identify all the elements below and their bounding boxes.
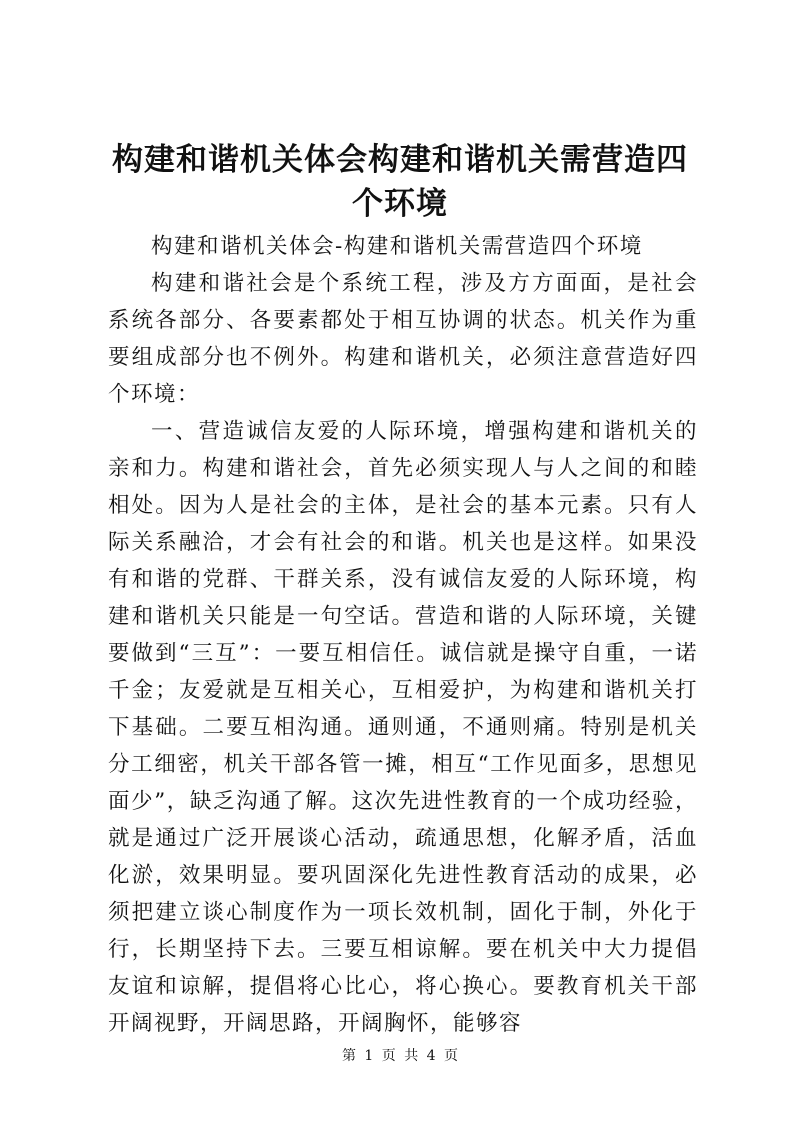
- intro-paragraph: 构建和谐社会是个系统工程，涉及方方面面，是社会系统各部分、各要素都处于相互协调的状态。机关作为重要组成部分也不例外。构建和谐机关，必须注意营造好四个环境：: [108, 271, 698, 407]
- document-body: [108, 228, 698, 1042]
- page-number-footer: 第 1 页 共 4 页: [341, 1048, 459, 1064]
- document-title: 构建和谐机关体会构建和谐机关需营造四个环境: [112, 142, 688, 222]
- subtitle-paragraph: 构建和谐机关体会-构建和谐机关需营造四个环境: [151, 234, 643, 259]
- section-one-paragraph: 一、营造诚信友爱的人际环境，增强构建和谐机关的亲和力。构建和谐社会，首先必须实现人与人之间的和睦相处。因为人是社会的主体，是社会的基本元素。只有人际关系融洽，才会有社会的和谐。机关也是这样。如果没有和谐的党群、干群关系，没有诚信友爱的人际环境，构建和谐机关只能是一句空话。营造和谐的人际环境，关键要做到“三互”：一要互相信任。诚信就是操守自重，一诺千金；友爱就是互相关心，互相爱护，为构建和谐机关打下基础。二要互相沟通。通则通，不通则痛。特别是机关分工细密，机关干部各管一摊，相互“工作见面多，思想见面少”，缺乏沟通了解。这次先进性教育的一个成功经验，就是通过广泛开展谈心活动，疏通思想，化解矛盾，活血化淤，效果明显。要巩固深化先进性教育活动的成果，必须把建立谈心制度作为一项长效机制，固化于制，外化于行，长期坚持下去。三要互相谅解。要在机关中大力提倡友谊和谅解，提倡将心比心，将心换心。要教育机关干部开阔视野，开阔思路，开阔胸怀，能够容: [108, 419, 698, 1036]
